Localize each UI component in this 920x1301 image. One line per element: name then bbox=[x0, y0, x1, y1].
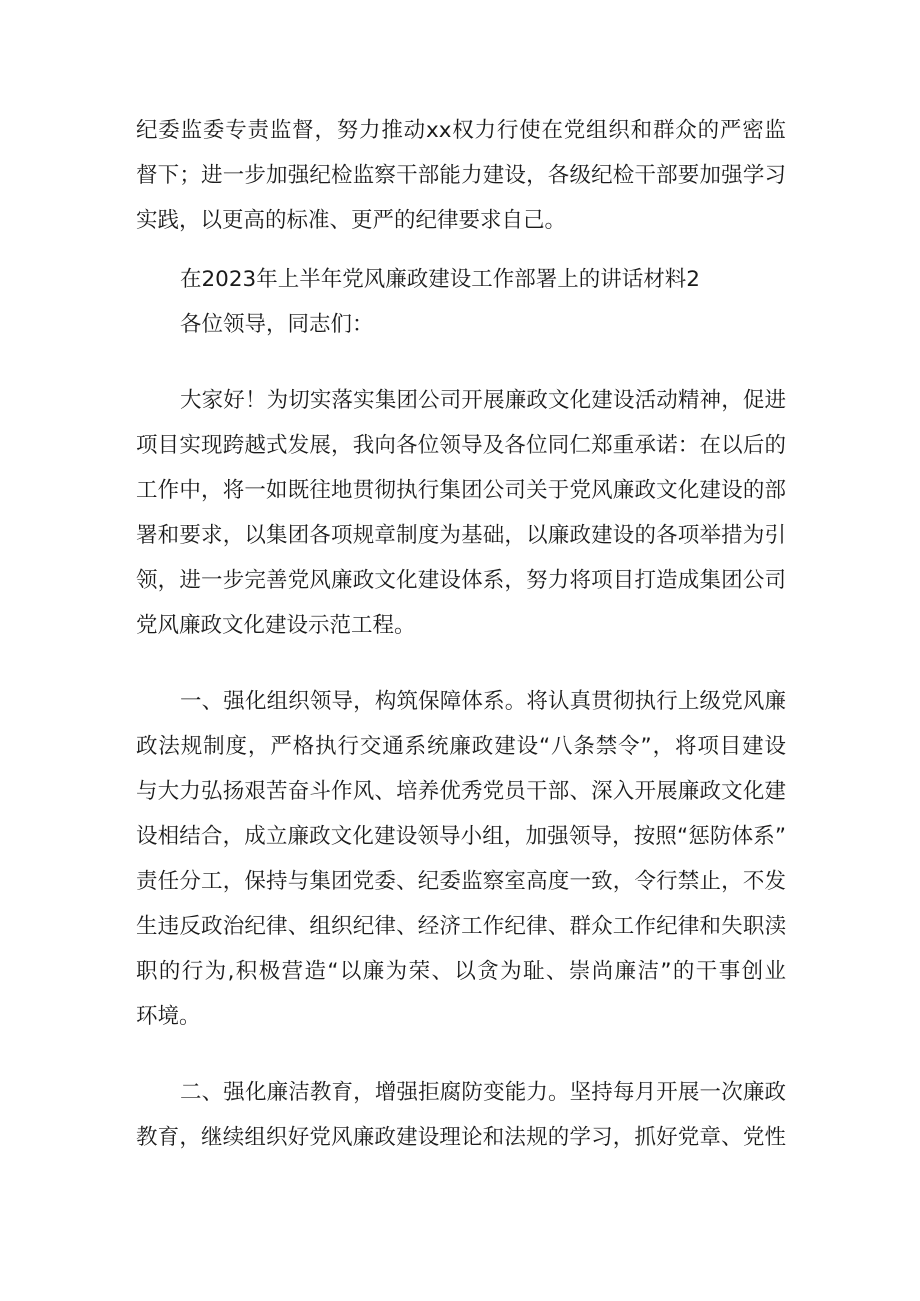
paragraph-2-line-1: 一、强化组织领导，构筑保障体系。将认真贯彻执行上级党风廉 bbox=[180, 689, 786, 714]
paragraph-2-line-6: 生违反政治纪律、组织纪律、经济工作纪律、群众工作纪律和失职渎 bbox=[136, 914, 786, 939]
intro-line-3: 实践，以更高的标准、更严的纪律要求自己。 bbox=[136, 208, 567, 233]
salutation: 各位领导，同志们： bbox=[180, 312, 374, 337]
intro-line-2: 督下；进一步加强纪检监察干部能力建设，各级纪检干部要加强学习 bbox=[136, 163, 786, 188]
paragraph-2-line-2: 政法规制度，严格执行交通系统廉政建设“八条禁令”，将项目建设 bbox=[136, 734, 786, 759]
paragraph-1-line-4: 署和要求，以集团各项规章制度为基础，以廉政建设的各项举措为引 bbox=[136, 523, 786, 548]
paragraph-2-line-5: 责任分工，保持与集团党委、纪委监察室高度一致，令行禁止，不发 bbox=[136, 869, 786, 894]
paragraph-2-line-3: 与大力弘扬艰苦奋斗作风、培养优秀党员干部、深入开展廉政文化建 bbox=[136, 779, 786, 804]
paragraph-2-line-4: 设相结合，成立廉政文化建设领导小组，加强领导，按照“惩防体系” bbox=[136, 824, 786, 849]
intro-line-1: 纪委监委专责监督，努力推动xx权力行使在党组织和群众的严密监 bbox=[136, 118, 786, 143]
paragraph-1-line-2: 项目实现跨越式发展，我向各位领导及各位同仁郑重承诺：在以后的 bbox=[136, 433, 786, 458]
paragraph-3-line-2: 教育，继续组织好党风廉政建设理论和法规的学习，抓好党章、党性 bbox=[136, 1125, 786, 1150]
paragraph-1-line-5: 领，进一步完善党风廉政文化建设体系，努力将项目打造成集团公司 bbox=[136, 568, 786, 593]
paragraph-2-line-7: 职的行为,积极营造“以廉为荣、以贪为耻、崇尚廉洁”的干事创业 bbox=[136, 959, 786, 984]
paragraph-1-line-6: 党风廉政文化建设示范工程。 bbox=[136, 613, 416, 638]
paragraph-1-line-1: 大家好！为切实落实集团公司开展廉政文化建设活动精神，促进 bbox=[180, 388, 786, 413]
paragraph-1-line-3: 工作中，将一如既往地贯彻执行集团公司关于党风廉政文化建设的部 bbox=[136, 478, 786, 503]
paragraph-2-line-8: 环境。 bbox=[136, 1004, 201, 1029]
speech-title: 在2023年上半年党风廉政建设工作部署上的讲话材料2 bbox=[180, 267, 700, 292]
paragraph-3-line-1: 二、强化廉洁教育，增强拒腐防变能力。坚持每月开展一次廉政 bbox=[180, 1080, 786, 1105]
